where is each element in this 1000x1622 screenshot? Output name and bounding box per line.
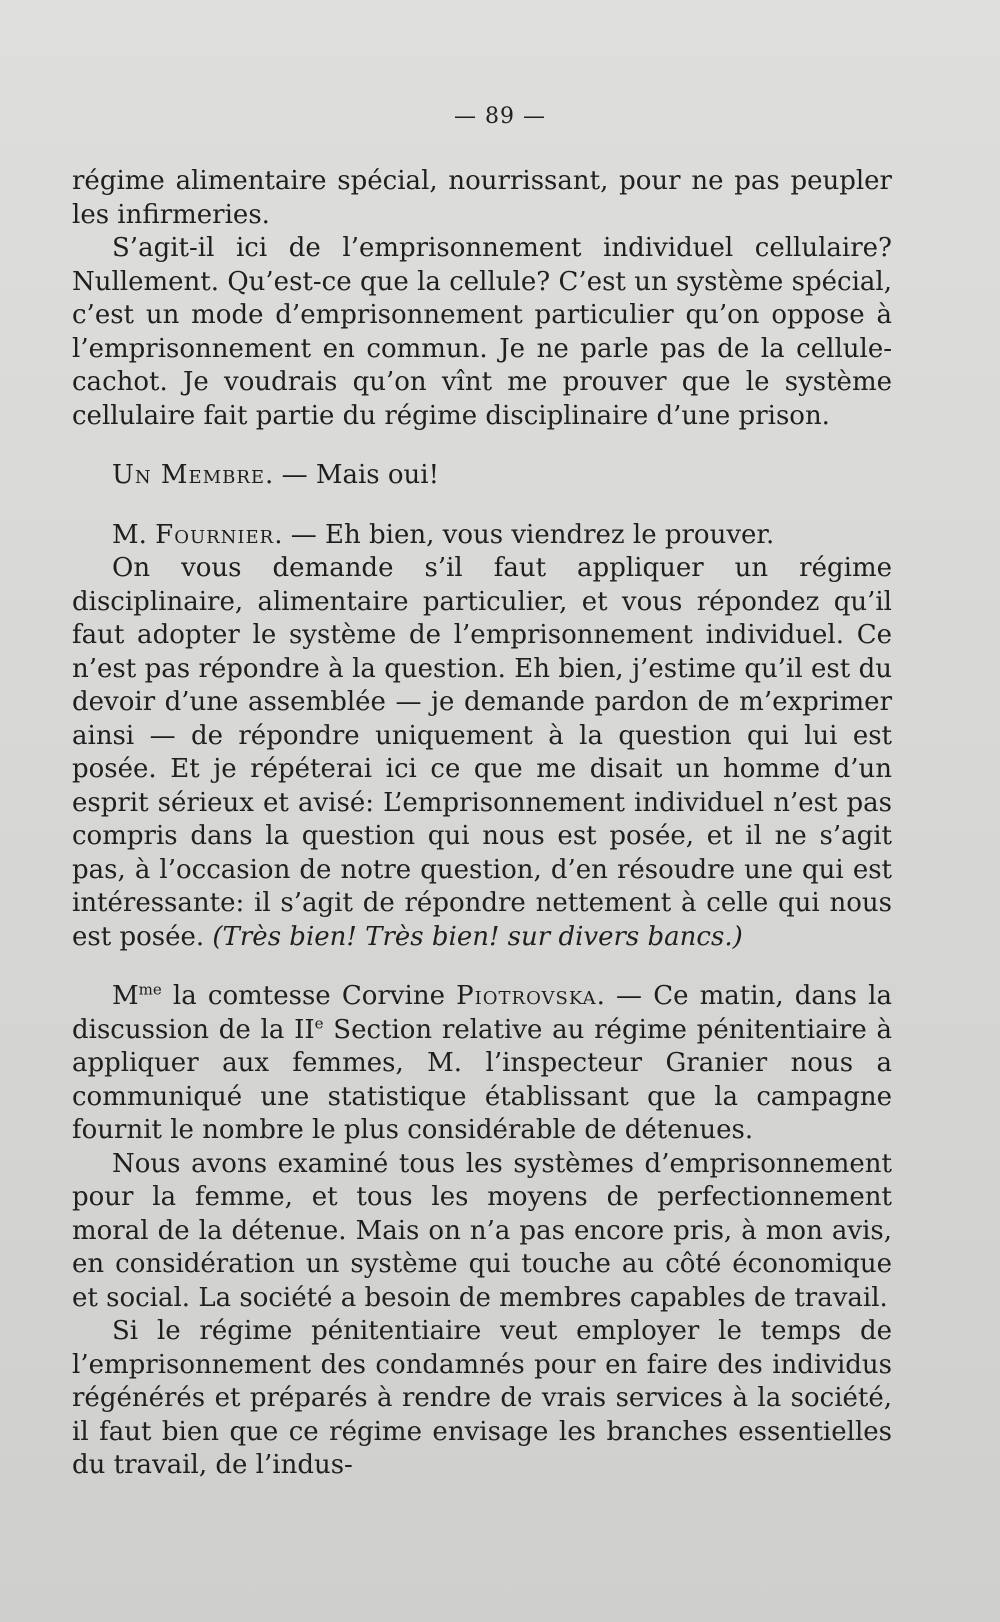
paragraph-2: S’agit-il ici de l’emprisonnement individuel cellulaire? Nullement. Qu’est-ce que la cellule? C’est un système spécial, c’est un mode d’emprisonnement particulier qu’on oppose à l’emprisonnement en commun. Je ne parle pas de la cellule-cachot. Je voudrais qu’on vînt me prouver que le système cellulaire fait partie du régime disciplinaire d’une prison. [72, 233, 892, 431]
paragraph-7: Nous avons examiné tous les systèmes d’emprisonnement pour la femme, et tous les moyens de perfectionnement moral de la détenue. Mais on n’a pas encore pris, à mon avis, en considération un système qui touche au côté économique et social. La société a besoin de membres capables de travail. [72, 1148, 892, 1313]
speech-text: On vous demande s’il faut appliquer un régime disciplinaire, alimentaire particulier, et vous répondez qu’il faut adopter le système de l’emprisonnement individuel. Ce n’est pas répondre à la question. Eh bien, j’estime qu’il est du devoir d’une assemblée — je demande pardon de m’exprimer ainsi — de répondre uniquement à la question qui lui est posée. Et je répéterai ici ce que me disait un homme d’un esprit sérieux et avisé: L’emprisonnement individuel n’est pas compris dans la question qui nous est posée, et il ne s’agit pas, à l’occasion de notre question, d’en résoudre une qui est intéressante: il s’agit de répondre nettement à celle qui nous est posée. [72, 553, 892, 952]
paragraph-1: régime alimentaire spécial, nourrissant, pour ne pas peupler les infirmeries. [72, 166, 892, 230]
paragraph-3 [72, 459, 892, 493]
page-number: — 89 — [454, 104, 546, 129]
speaker-name: Un Membre [112, 460, 266, 490]
speech-text: . — Mais oui! [265, 460, 440, 490]
speaker-prefix: M. [112, 519, 156, 550]
paragraph-8: Si le régime pénitentiaire veut employer le temps de l’emprisonnement des condamnés pour en faire des individus régénérés et préparés à rendre de vrais services à la société, il faut bien que ce régime envisage les branches essentielles du travail, de l’indus- [72, 1316, 892, 1480]
page-body [72, 165, 892, 1483]
speaker-name: Fournier [155, 519, 275, 550]
paragraph-4 [72, 519, 892, 553]
speaker-prefix-sup: me [138, 980, 162, 999]
speaker-title: la comtesse Corvine [161, 981, 457, 1011]
speech-text: . — Ce matin, dans la discussion de la II [72, 981, 892, 1045]
speech-text-cont: Section relative au régime pénitentiaire à appliquer aux femmes, M. l’inspecteur Granier nous a communiqué une statistique établissant que la campagne fournit le nombre le plus considérable de détenues. [72, 1014, 892, 1145]
applause-note: (Très bien! Très bien! sur divers bancs.) [212, 921, 743, 952]
speaker-name: Piotrovska [456, 981, 597, 1011]
paragraph-5 [72, 552, 892, 954]
speech-text: . — Eh bien, vous viendrez le prouver. [274, 519, 775, 550]
paragraph-6 [72, 980, 892, 1148]
speaker-prefix: M [112, 981, 139, 1011]
section-ordinal-sup: e [314, 1013, 324, 1032]
